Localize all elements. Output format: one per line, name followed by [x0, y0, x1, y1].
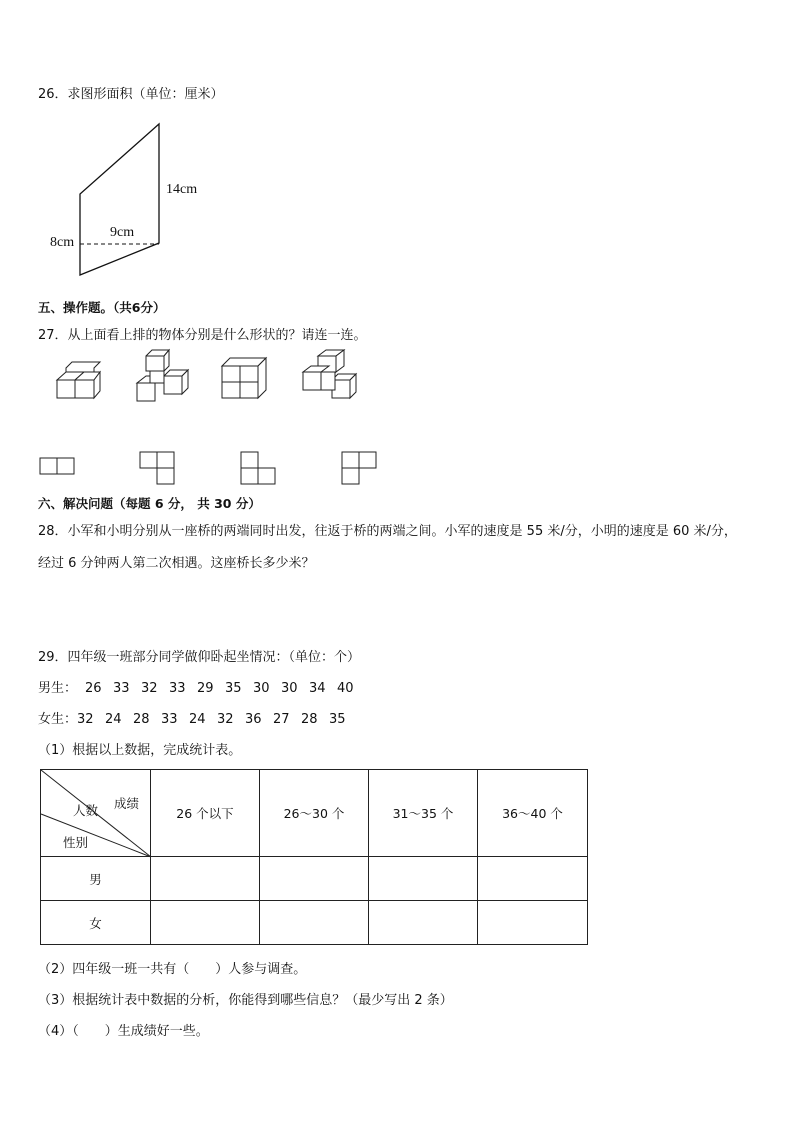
q29-title: 29．四年级一班部分同学做仰卧起坐情况：（单位：个）	[38, 650, 361, 665]
cube-figure-1	[57, 362, 100, 398]
table-blank-cell[interactable]	[151, 857, 260, 901]
cube-figure-4	[303, 350, 356, 398]
table-blank-cell[interactable]	[151, 901, 260, 945]
q28-line2: 经过 6 分钟两人第二次相遇。这座桥长多少米？	[38, 556, 315, 571]
table-header-cell: 26～30 个	[260, 770, 369, 857]
table-corner-cell	[41, 770, 151, 857]
row-label-girls: 女	[41, 901, 151, 945]
boys-value: 34	[309, 681, 326, 696]
q29-sub4: （4）（ ）生成绩好一些。	[38, 1024, 209, 1039]
girls-value: 33	[161, 712, 178, 727]
label-side: 8cm	[50, 235, 75, 250]
boys-value: 33	[113, 681, 130, 696]
girls-value: 24	[189, 712, 206, 727]
row-label-boys: 男	[41, 857, 151, 901]
girls-value: 27	[273, 712, 290, 727]
top-view-3	[241, 452, 275, 484]
boys-value: 35	[225, 681, 242, 696]
girls-value: 32	[77, 712, 94, 727]
boys-value: 32	[141, 681, 158, 696]
girls-value: 32	[217, 712, 234, 727]
table-row-girls	[41, 901, 588, 945]
table-blank-cell[interactable]	[260, 901, 369, 945]
corner-label-count: 人数	[73, 803, 99, 818]
table-blank-cell[interactable]	[369, 901, 478, 945]
table-row-boys	[41, 857, 588, 901]
table-blank-cell[interactable]	[260, 857, 369, 901]
corner-label-gender: 性别	[63, 835, 89, 850]
top-view-1	[40, 458, 74, 474]
table-header-cell: 31～35 个	[369, 770, 478, 857]
boys-value: 33	[169, 681, 186, 696]
q29-sub2: （2）四年级一班一共有（ ）人参与调查。	[38, 962, 307, 977]
girls-value: 28	[301, 712, 318, 727]
girls-value: 35	[329, 712, 346, 727]
girls-data-row	[38, 708, 357, 727]
q29-sub1: （1）根据以上数据，完成统计表。	[38, 743, 242, 758]
boys-value: 26	[85, 681, 102, 696]
section5-title: 五、操作题。（共6分）	[38, 300, 166, 315]
girls-value: 36	[245, 712, 262, 727]
cube-figures	[0, 0, 794, 500]
top-view-2	[140, 452, 174, 484]
top-view-4	[342, 452, 376, 484]
q28-line1: 28．小军和小明分别从一座桥的两端同时出发，往返于桥的两端之间。小军的速度是 55 米/分，小明的速度是 60 米/分，	[38, 524, 737, 539]
girls-label: 女生：	[38, 712, 78, 727]
q29-sub3: （3）根据统计表中数据的分析，你能得到哪些信息？（最少写出 2 条）	[38, 993, 453, 1008]
corner-label-score: 成绩	[114, 796, 140, 811]
q27-title: 27．从上面看上排的物体分别是什么形状的？请连一连。	[38, 328, 367, 343]
girls-value: 24	[105, 712, 122, 727]
table-header-row	[41, 770, 588, 857]
boys-label: 男生：	[38, 681, 78, 696]
boys-data-row	[38, 677, 365, 696]
label-base: 9cm	[110, 225, 135, 240]
table-blank-cell[interactable]	[478, 901, 588, 945]
table-header-cell: 26 个以下	[151, 770, 260, 857]
boys-value: 30	[253, 681, 270, 696]
table-header-cell: 36～40 个	[478, 770, 588, 857]
label-height: 14cm	[166, 182, 198, 197]
table-blank-cell[interactable]	[478, 857, 588, 901]
q26-title: 26．求图形面积（单位：厘米）	[38, 87, 224, 102]
section6-title: 六、解决问题（每题 6 分， 共 30 分）	[38, 496, 261, 511]
cube-figure-3	[222, 358, 266, 398]
table-blank-cell[interactable]	[369, 857, 478, 901]
girls-value: 28	[133, 712, 150, 727]
boys-value: 29	[197, 681, 214, 696]
cube-figure-2	[137, 350, 188, 401]
boys-value: 40	[337, 681, 354, 696]
boys-value: 30	[281, 681, 298, 696]
statistics-table	[40, 769, 588, 945]
